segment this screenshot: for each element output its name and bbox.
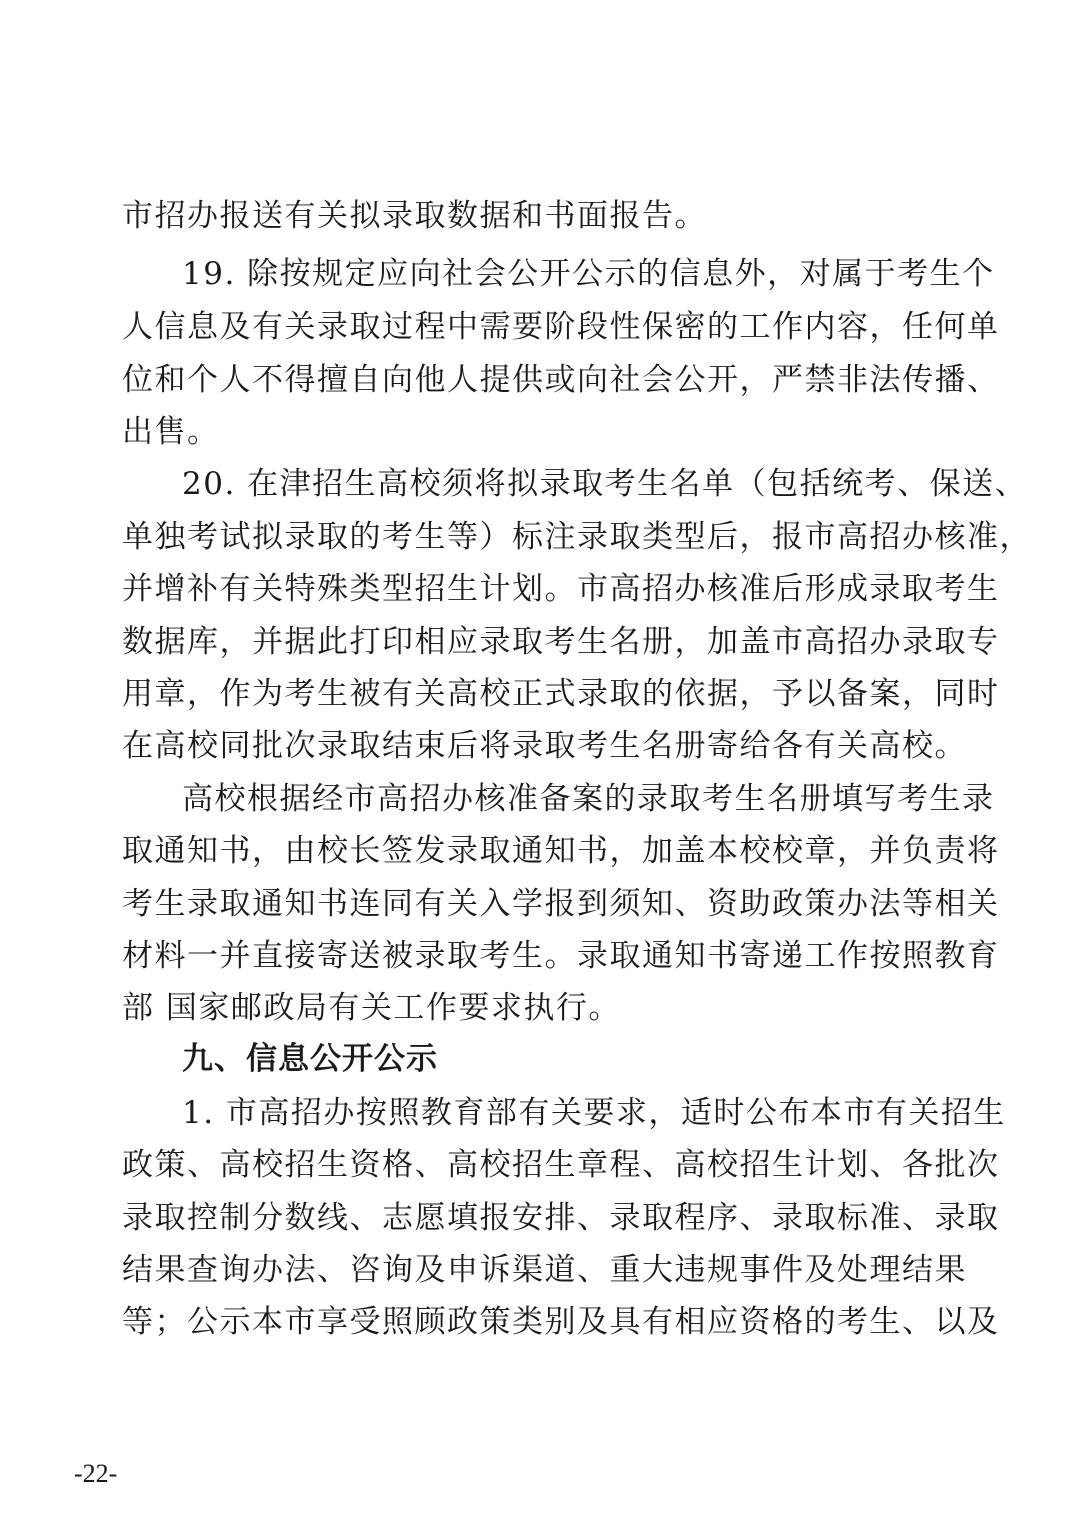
text-line: 材料一并直接寄送被录取考生。录取通知书寄递工作按照教育 xyxy=(122,938,1000,974)
paragraph-1-line: 1. 市高招办按照教育部有关要求，适时公布本市有关招生 xyxy=(182,1095,1006,1131)
text-line: 结果查询办法、咨询及申诉渠道、重大违规事件及处理结果 xyxy=(122,1252,967,1288)
text-line: 并增补有关特殊类型招生计划。市高招办核准后形成录取考生 xyxy=(122,571,1000,607)
text-line: 数据库，并据此打印相应录取考生名册，加盖市高招办录取专 xyxy=(122,624,1000,660)
text-line: 考生录取通知书连同有关入学报到须知、资助政策办法等相关 xyxy=(122,886,1000,922)
text-line: 部 国家邮政局有关工作要求执行。 xyxy=(122,990,621,1026)
text-line: 市招办报送有关拟录取数据和书面报告。 xyxy=(122,198,707,234)
text-line: 人信息及有关录取过程中需要阶段性保密的工作内容，任何单 xyxy=(122,309,1000,345)
paragraph-line: 高校根据经市高招办核准备案的录取考生名册填写考生录 xyxy=(182,781,995,817)
text-line: 在高校同批次录取结束后将录取考生名册寄给各有关高校。 xyxy=(122,728,967,764)
text-line: 单独考试拟录取的考生等）标注录取类型后，报市高招办核准， xyxy=(122,519,1032,555)
paragraph-19-line: 19. 除按规定应向社会公开公示的信息外，对属于考生个 xyxy=(182,256,995,292)
paragraph-20-line: 20. 在津招生高校须将拟录取考生名单（包括统考、保送、 xyxy=(182,466,1028,502)
text-line: 录取控制分数线、志愿填报安排、录取程序、录取标准、录取 xyxy=(122,1200,1000,1236)
text-line: 用章，作为考生被有关高校正式录取的依据，予以备案，同时 xyxy=(122,676,1000,712)
text-line: 等；公示本市享受照顾政策类别及具有相应资格的考生、以及 xyxy=(122,1304,1000,1340)
section-heading: 九、信息公开公示 xyxy=(182,1041,438,1077)
text-line: 出售。 xyxy=(122,414,220,450)
page-number: -22- xyxy=(74,1459,118,1488)
text-line: 取通知书，由校长签发录取通知书，加盖本校校章，并负责将 xyxy=(122,833,1000,869)
text-line: 位和个人不得擅自向他人提供或向社会公开，严禁非法传播、 xyxy=(122,362,1000,398)
text-line: 政策、高校招生资格、高校招生章程、高校招生计划、各批次 xyxy=(122,1147,1000,1183)
